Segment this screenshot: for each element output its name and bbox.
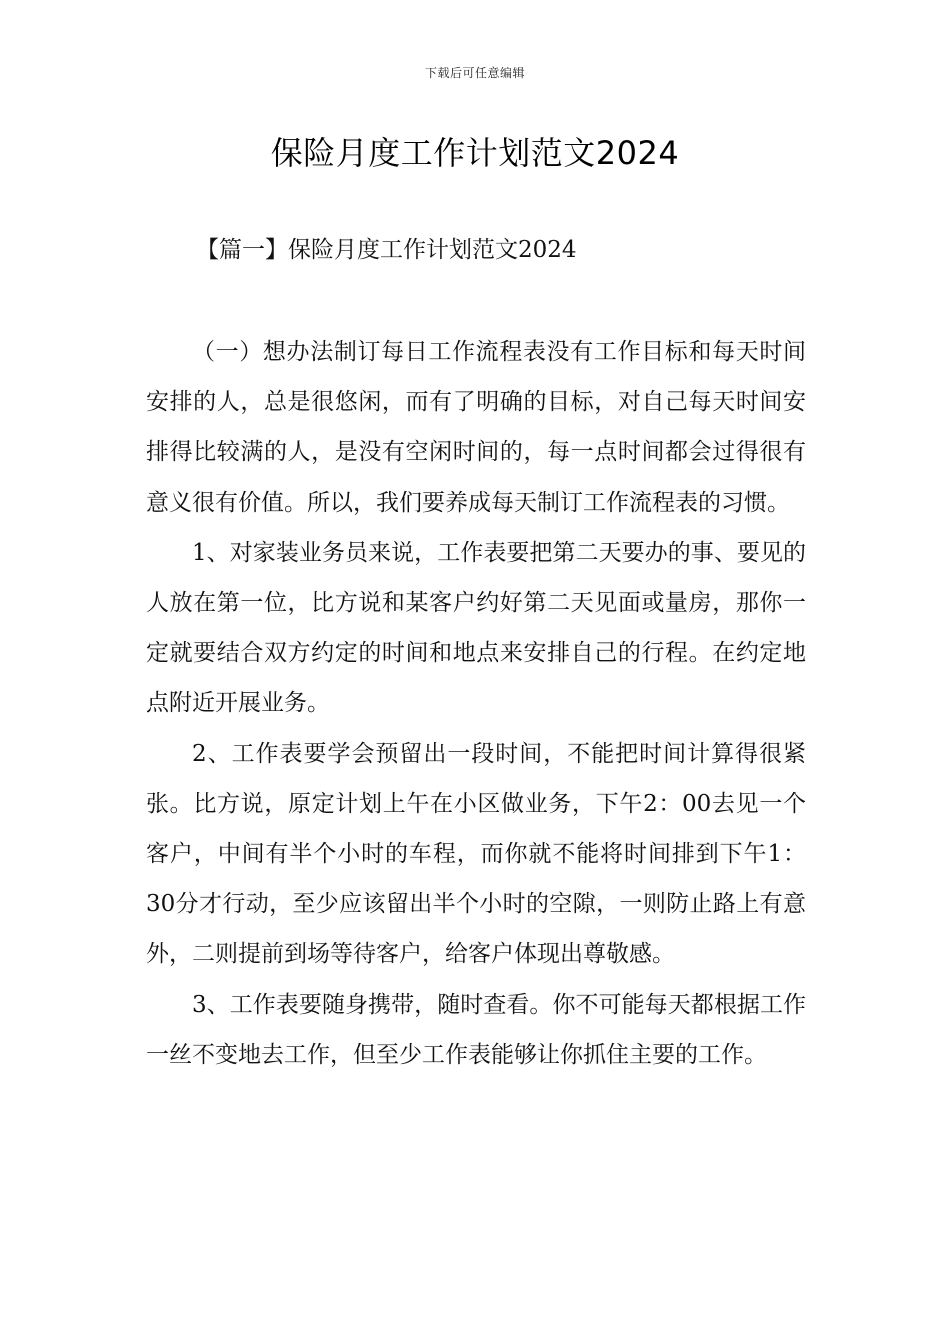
paragraph: 2、工作表要学会预留出一段时间，不能把时间计算得很紧张。比方说，原定计划上午在小区做业务，下午2：00去见一个客户，中间有半个小时的车程，而你就不能将时间排到下午1：30分才行动，至少应该留出半个小时的空隙，一则防止路上有意外，二则提前到场等待客户，给客户体现出尊敬感。	[146, 740, 806, 968]
document-body	[146, 327, 806, 1080]
header-note: 下载后可任意编辑	[424, 66, 525, 80]
paragraph: （一）想办法制订每日工作流程表没有工作目标和每天时间安排的人，总是很悠闲，而有了明确的目标，对自己每天时间安排得比较满的人，是没有空闲时间的，每一点时间都会过得很有意义很有价值。所以，我们要养成每天制订工作流程表的习惯。	[146, 339, 806, 516]
page-title: 保险月度工作计划范文2024	[270, 134, 680, 172]
section-heading: 【篇一】保险月度工作计划范文2024	[196, 237, 577, 263]
paragraph: 1、对家装业务员来说，工作表要把第二天要办的事、要见的人放在第一位，比方说和某客户约好第二天见面或量房，那你一定就要结合双方约定的时间和地点来安排自己的行程。在约定地点附近开展业务。	[146, 539, 806, 717]
paragraph: 3、工作表要随身携带，随时查看。你不可能每天都根据工作一丝不变地去工作，但至少工作表能够让你抓住主要的工作。	[146, 991, 806, 1068]
